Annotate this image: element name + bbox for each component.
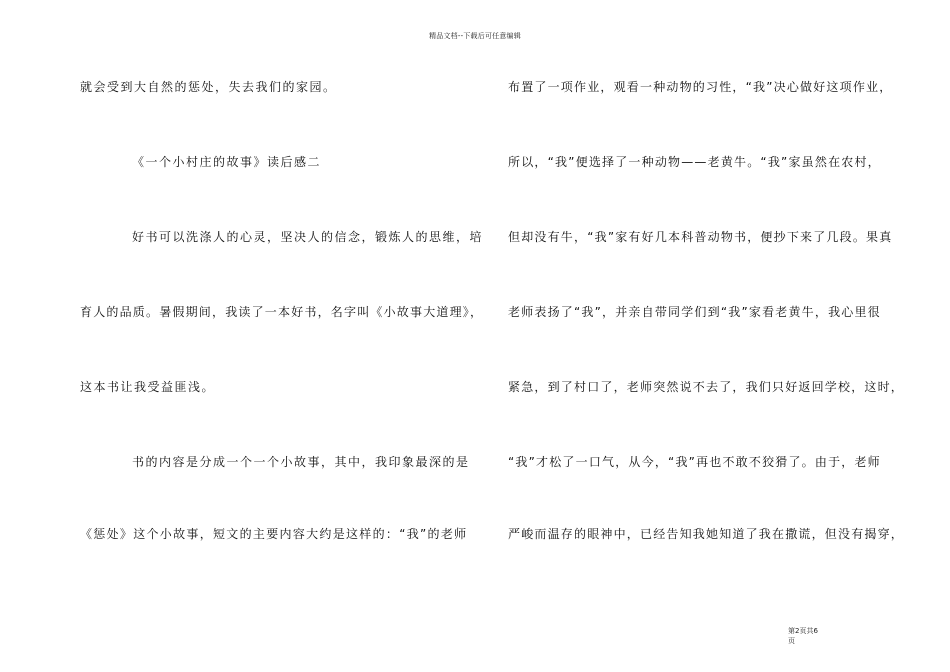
right-text-line: 所以，“我”便选择了一种动物——老黄牛。“我”家虽然在农村， xyxy=(508,155,881,169)
document-header: 精品文档--下载后可任意编辑 xyxy=(429,32,521,40)
right-text-line: 严峻而温存的眼神中，已经告知我她知道了我在撒谎，但没有揭穿， xyxy=(508,527,905,541)
left-text-line: 好书可以洗涤人的心灵，坚决人的信念，锻炼人的思维，培 xyxy=(132,230,484,244)
left-text-line: 书的内容是分成一个一个小故事，其中，我印象最深的是 xyxy=(132,455,470,469)
right-text-line: “我”才松了一口气，从今，“我”再也不敢不狡猾了。由于，老师 xyxy=(508,455,881,469)
right-text-line: 但却没有牛，“我”家有好几本科普动物书，便抄下来了几段。果真 xyxy=(508,230,893,244)
page-number xyxy=(788,626,848,646)
right-text-line: 紧急，到了村口了，老师突然说不去了，我们只好返回学校，这时， xyxy=(508,380,905,394)
left-text-line: 这本书让我受益匪浅。 xyxy=(80,380,216,394)
left-text-line: 育人的品质。暑假期间，我读了一本好书，名字叫《小故事大道理》， xyxy=(80,305,484,319)
section-title: 《一个小村庄的故事》读后感二 xyxy=(132,155,322,169)
right-text-line: 老师表扬了“我”，并亲自带同学们到“我”家看老黄牛，我心里很 xyxy=(508,305,881,319)
left-text-line: 《惩处》这个小故事，短文的主要内容大约是这样的：“我”的老师 xyxy=(80,527,468,541)
page-number-line: 页 xyxy=(788,637,795,645)
page-number-line: 第2页共6 xyxy=(788,627,818,635)
left-text-line: 就会受到大自然的惩处，失去我们的家园。 xyxy=(80,80,337,94)
right-text-line: 布置了一项作业，观看一种动物的习性，“我”决心做好这项作业， xyxy=(508,80,893,94)
